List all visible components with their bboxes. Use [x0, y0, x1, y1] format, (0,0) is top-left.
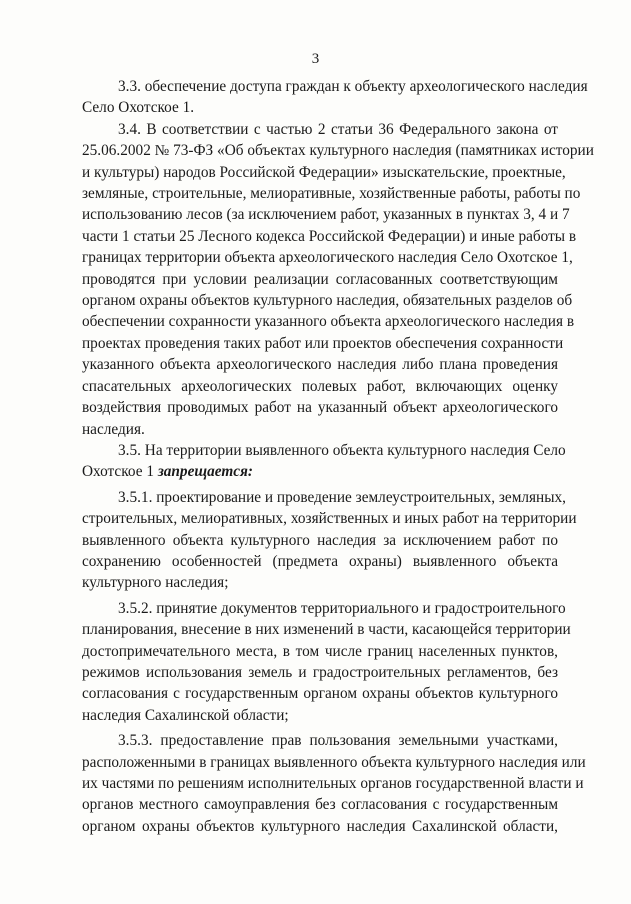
text-line: земляные, строительные, мелиоративные, хозяйственные работы, работы по [82, 185, 581, 203]
text-line: воздействия проводимых работ на указанный объект археологического [82, 399, 558, 417]
text-line: органом охраны объектов культурного наследия Сахалинской области, [82, 817, 558, 835]
text-line: и культуры) народов Российской Федерации» изыскательские, проектные, [82, 163, 566, 181]
text-fragment: Охотское 1 [82, 463, 154, 481]
text-line: 3.3. обеспечение доступа граждан к объекту археологического наследия [118, 78, 588, 95]
text-line: проводятся при условии реализации согласованных соответствующим [82, 270, 558, 288]
text-line: 3.4. В соответствии с частью 2 статьи 36 Федерального закона от [118, 120, 558, 138]
paragraph-3-5-1 [82, 487, 577, 594]
paragraph-3-5 [82, 440, 566, 483]
text-line: 25.06.2002 № 73-ФЗ «Об объектах культурного наследия (памятниках истории [82, 142, 594, 160]
paragraph-3-5-2 [82, 598, 571, 726]
text-line: наследия Сахалинской области; [82, 706, 289, 724]
text-line: границах территории объекта археологического наследия Село Охотское 1, [82, 249, 573, 267]
text-line: сохранению особенностей (предмета охраны) выявленного объекта [82, 552, 558, 570]
text-line: органом охраны объектов культурного наследия, обязательных разделов об [82, 292, 573, 310]
text-line: достопримечательного места, в том числе границ населенных пунктов, [82, 642, 558, 660]
page-number: 3 [311, 51, 320, 67]
text-line: согласования с государственным органом охраны объектов культурного [82, 685, 558, 703]
text-line: 3.5. На территории выявленного объекта культурного наследия Село [118, 441, 566, 459]
paragraph-3-5-3 [82, 730, 586, 837]
text-line: использованию лесов (за исключением работ, указанных в пунктах 3, 4 и 7 [82, 206, 570, 224]
text-line: проектах проведения таких работ или проектов обеспечения сохранности [82, 334, 564, 352]
text-line: планирования, внесение в них изменений в части, касающейся территории [82, 621, 571, 639]
paragraph-3-3 [82, 76, 588, 119]
text-line: выявленного объекта культурного наследия за исключением работ по [82, 531, 558, 549]
text-line: органов местного самоуправления без согласования с государственным [82, 796, 558, 814]
text-line: 3.5.3. предоставление прав пользования земельными участками, [118, 732, 558, 750]
text-line: их частями по решениям исполнительных органов государственной власти и [82, 775, 584, 792]
paragraph-3-4 [82, 119, 594, 440]
text-line: указанного объекта археологического наследия либо плана проведения [82, 356, 558, 374]
text-line: обеспечении сохранности указанного объекта археологического наследия в [82, 313, 575, 331]
text-line: 3.5.1. проектирование и проведение землеустроительных, земляных, [118, 488, 566, 506]
text-line: части 1 статьи 25 Лесного кодекса Российской Федерации) и иные работы в [82, 227, 577, 245]
text-line: Село Охотское 1. [82, 99, 195, 117]
text-line [82, 461, 558, 482]
text-line: культурного наследия; [82, 574, 229, 592]
text-line: 3.5.2. принятие документов территориального и градостроительного [118, 599, 566, 617]
emphasis-prohibited: запрещается: [157, 463, 254, 481]
text-line: расположенными в границах выявленного объекта культурного наследия или [82, 753, 586, 771]
text-line: спасательных археологических полевых работ, включающих оценку [82, 377, 558, 395]
text-line: режимов использования земель и градостроительных регламентов, без [82, 663, 558, 681]
text-line: наследия. [82, 420, 145, 438]
document-body [82, 76, 594, 837]
text-line: строительных, мелиоративных, хозяйственных и иных работ на территории [82, 510, 577, 528]
